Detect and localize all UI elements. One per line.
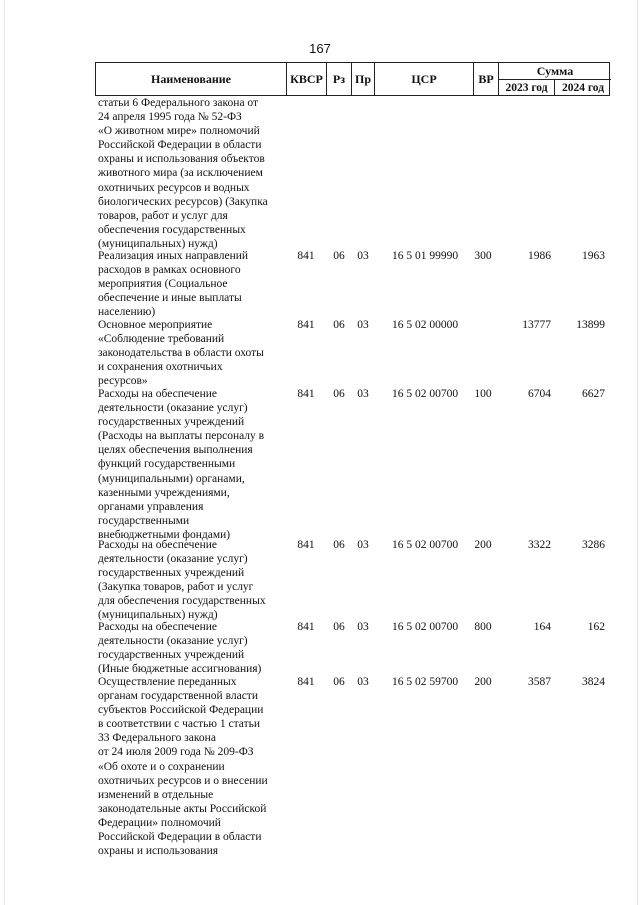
row-kvsr: 841 xyxy=(297,676,315,688)
row-csr: 16 5 02 00700 xyxy=(391,539,459,551)
scan-edge-right xyxy=(637,0,638,905)
scan-edge-left xyxy=(4,0,5,905)
row-name: Расходы на обеспечение деятельности (оказание услуг) государственных учреждений (Закупка товаров, работ и услуг для обеспечения государственных (муниципальных) нужд) xyxy=(98,539,266,622)
row-sum-2023: 13777 xyxy=(522,319,551,331)
row-rz: 06 xyxy=(333,319,345,331)
row-kvsr: 841 xyxy=(297,621,315,633)
row-csr: 16 5 02 00700 xyxy=(391,388,459,400)
row-sum-2023: 1986 xyxy=(528,250,551,262)
row-vr: 100 xyxy=(474,388,492,400)
header-pr: Пр xyxy=(352,63,375,95)
row-sum-2024: 1963 xyxy=(582,250,605,262)
row-sum-2023: 6704 xyxy=(528,388,551,400)
row-name: Осуществление переданных органам государственной власти субъектов Российской Федерации в соответствии с частью 1 статьи 33 Федерального закона от 24 июля 2009 года № 209-ФЗ «Об охоте и о сохранении охотничьих ресурсов и о внесении изменений в отдельные законодательные акты Российской Федерации» полномочий Российской Федерации в области охраны и использования xyxy=(98,676,268,858)
header-csr: ЦСР xyxy=(375,63,474,95)
row-vr: 300 xyxy=(474,250,492,262)
table-header xyxy=(95,62,610,96)
row-name: статьи 6 Федерального закона от 24 апреля 1995 года № 52-ФЗ «О животном мире» полномочий Российской Федерации в области охраны и использования объектов животного мира (за исключением охотничьих ресурсов и водных биологических ресурсов) (Закупка товаров, работ и услуг для обеспечения государственных (муниципальных) нужд) xyxy=(98,97,268,250)
row-sum-2024: 3286 xyxy=(582,539,605,551)
row-vr: 200 xyxy=(474,676,492,688)
header-kvsr: КВСР xyxy=(287,63,327,95)
header-sum-group xyxy=(499,63,611,95)
row-pr: 03 xyxy=(357,676,369,688)
row-sum-2024: 162 xyxy=(587,621,605,633)
header-year-2023: 2023 год xyxy=(499,80,555,96)
row-csr: 16 5 02 00700 xyxy=(391,621,459,633)
page-number: 167 xyxy=(309,41,331,56)
row-pr: 03 xyxy=(357,250,369,262)
row-rz: 06 xyxy=(333,621,345,633)
row-name: Основное мероприятие «Соблюдение требований законодательства в области охоты и сохранения охотничьих ресурсов» xyxy=(98,319,264,388)
header-name: Наименование xyxy=(96,63,287,95)
row-sum-2023: 3322 xyxy=(528,539,551,551)
row-name: Расходы на обеспечение деятельности (оказание услуг) государственных учреждений (Расходы на выплаты персоналу в целях обеспечения выполнения функций государственными (муниципальными) органами, казенными учреждениями, органами управления государственными внебюджетными фондами) xyxy=(98,388,265,541)
row-sum-2023: 164 xyxy=(533,621,551,633)
row-vr: 200 xyxy=(474,539,492,551)
row-kvsr: 841 xyxy=(297,250,315,262)
row-sum-2023: 3587 xyxy=(528,676,551,688)
row-sum-2024: 13899 xyxy=(576,319,605,331)
header-sum: Сумма xyxy=(499,63,611,80)
row-rz: 06 xyxy=(333,388,345,400)
header-rz: Рз xyxy=(327,63,352,95)
row-pr: 03 xyxy=(357,539,369,551)
row-csr: 16 5 02 00000 xyxy=(391,319,459,331)
row-pr: 03 xyxy=(357,388,369,400)
row-rz: 06 xyxy=(333,676,345,688)
row-sum-2024: 6627 xyxy=(582,388,605,400)
row-name: Расходы на обеспечение деятельности (оказание услуг) государственных учреждений (Иные бюджетные ассигнования) xyxy=(98,621,262,676)
row-vr: 800 xyxy=(474,621,492,633)
row-kvsr: 841 xyxy=(297,539,315,551)
header-vr: ВР xyxy=(474,63,499,95)
row-kvsr: 841 xyxy=(297,319,315,331)
row-csr: 16 5 01 99990 xyxy=(391,250,459,262)
row-rz: 06 xyxy=(333,250,345,262)
row-rz: 06 xyxy=(333,539,345,551)
row-csr: 16 5 02 59700 xyxy=(391,676,459,688)
header-year-2024: 2024 год xyxy=(561,82,605,94)
row-sum-2024: 3824 xyxy=(582,676,605,688)
row-pr: 03 xyxy=(357,319,369,331)
row-name: Реализация иных направлений расходов в рамках основного мероприятия (Социальное обеспечение и иные выплаты населению) xyxy=(98,250,249,319)
row-kvsr: 841 xyxy=(297,388,315,400)
row-pr: 03 xyxy=(357,621,369,633)
